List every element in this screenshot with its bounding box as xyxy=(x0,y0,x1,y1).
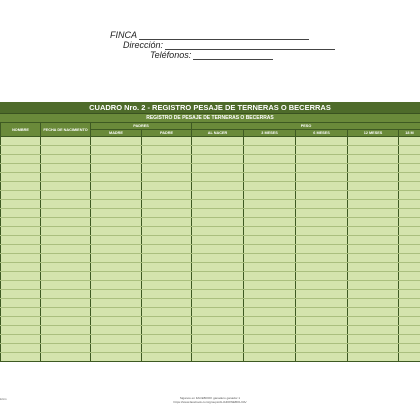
cell-padre[interactable] xyxy=(142,155,192,164)
table-row xyxy=(1,137,420,146)
cell-18-meses[interactable] xyxy=(399,209,420,218)
table-body xyxy=(1,137,420,362)
table-row xyxy=(1,290,420,299)
finca-label: FINCA xyxy=(110,30,137,40)
cell-6-meses[interactable] xyxy=(296,353,348,362)
cell-3-meses[interactable] xyxy=(244,290,296,299)
cell-18-meses[interactable] xyxy=(399,173,420,182)
cell-madre[interactable] xyxy=(91,218,142,227)
cell-nombre[interactable] xyxy=(1,245,41,254)
table-row xyxy=(1,209,420,218)
cell-6-meses[interactable] xyxy=(296,200,348,209)
cell-al-nacer[interactable] xyxy=(192,173,244,182)
cell-18-meses[interactable] xyxy=(399,200,420,209)
cell-18-meses[interactable] xyxy=(399,344,420,353)
cell-fecha[interactable] xyxy=(41,308,91,317)
cell-18-meses[interactable] xyxy=(399,182,420,191)
cell-al-nacer[interactable] xyxy=(192,263,244,272)
cell-madre[interactable] xyxy=(91,353,142,362)
weighing-record-table xyxy=(0,122,420,362)
cell-3-meses[interactable] xyxy=(244,317,296,326)
cell-madre[interactable] xyxy=(91,146,142,155)
cell-12-meses[interactable] xyxy=(348,272,399,281)
telefonos-label: Teléfonos: xyxy=(150,50,192,60)
cell-fecha[interactable] xyxy=(41,155,91,164)
cell-3-meses[interactable] xyxy=(244,335,296,344)
cell-nombre[interactable] xyxy=(1,254,41,263)
cell-madre[interactable] xyxy=(91,209,142,218)
cell-al-nacer[interactable] xyxy=(192,227,244,236)
cell-nombre[interactable] xyxy=(1,209,41,218)
footer-center xyxy=(0,396,420,404)
table-row xyxy=(1,173,420,182)
cell-madre[interactable] xyxy=(91,299,142,308)
cell-12-meses[interactable] xyxy=(348,281,399,290)
cell-18-meses[interactable] xyxy=(399,335,420,344)
cell-fecha[interactable] xyxy=(41,164,91,173)
cell-3-meses[interactable] xyxy=(244,308,296,317)
cell-18-meses[interactable] xyxy=(399,263,420,272)
table-row xyxy=(1,191,420,200)
cell-madre[interactable] xyxy=(91,137,142,146)
cell-12-meses[interactable] xyxy=(348,164,399,173)
cell-3-meses[interactable] xyxy=(244,263,296,272)
cell-padre[interactable] xyxy=(142,335,192,344)
cell-6-meses[interactable] xyxy=(296,254,348,263)
cell-madre[interactable] xyxy=(91,308,142,317)
cell-madre[interactable] xyxy=(91,263,142,272)
cell-al-nacer[interactable] xyxy=(192,272,244,281)
cell-madre[interactable] xyxy=(91,236,142,245)
table-row xyxy=(1,281,420,290)
cell-padre[interactable] xyxy=(142,200,192,209)
cell-12-meses[interactable] xyxy=(348,227,399,236)
cell-padre[interactable] xyxy=(142,326,192,335)
cell-18-meses[interactable] xyxy=(399,308,420,317)
cell-6-meses[interactable] xyxy=(296,236,348,245)
cell-3-meses[interactable] xyxy=(244,326,296,335)
telefonos-blank-field[interactable] xyxy=(193,51,273,60)
cell-3-meses[interactable] xyxy=(244,137,296,146)
footer-left-text: EGG xyxy=(0,397,7,401)
direccion-label: Dirección: xyxy=(123,40,164,50)
cell-6-meses[interactable] xyxy=(296,227,348,236)
table-row xyxy=(1,227,420,236)
cell-6-meses[interactable] xyxy=(296,137,348,146)
col-header-3-meses: 3 MESES xyxy=(244,130,296,137)
cell-madre[interactable] xyxy=(91,182,142,191)
cell-nombre[interactable] xyxy=(1,263,41,272)
farm-info-section xyxy=(0,0,420,70)
table-row xyxy=(1,326,420,335)
cell-12-meses[interactable] xyxy=(348,326,399,335)
cell-3-meses[interactable] xyxy=(244,272,296,281)
cell-3-meses[interactable] xyxy=(244,236,296,245)
cell-padre[interactable] xyxy=(142,353,192,362)
cell-padre[interactable] xyxy=(142,263,192,272)
cell-12-meses[interactable] xyxy=(348,353,399,362)
cell-madre[interactable] xyxy=(91,326,142,335)
cell-nombre[interactable] xyxy=(1,353,41,362)
cell-madre[interactable] xyxy=(91,272,142,281)
group-header-padres: PADRES xyxy=(91,123,192,130)
cell-al-nacer[interactable] xyxy=(192,344,244,353)
cell-fecha[interactable] xyxy=(41,326,91,335)
cell-padre[interactable] xyxy=(142,209,192,218)
cell-12-meses[interactable] xyxy=(348,344,399,353)
cell-nombre[interactable] xyxy=(1,191,41,200)
cell-padre[interactable] xyxy=(142,146,192,155)
cell-12-meses[interactable] xyxy=(348,335,399,344)
cell-al-nacer[interactable] xyxy=(192,317,244,326)
col-header-nombre: NOMBRE xyxy=(1,123,41,137)
cell-padre[interactable] xyxy=(142,290,192,299)
table-row xyxy=(1,254,420,263)
cell-6-meses[interactable] xyxy=(296,281,348,290)
cell-6-meses[interactable] xyxy=(296,263,348,272)
cell-18-meses[interactable] xyxy=(399,281,420,290)
cell-18-meses[interactable] xyxy=(399,272,420,281)
cell-padre[interactable] xyxy=(142,227,192,236)
cell-padre[interactable] xyxy=(142,272,192,281)
cell-padre[interactable] xyxy=(142,254,192,263)
cell-nombre[interactable] xyxy=(1,281,41,290)
cell-3-meses[interactable] xyxy=(244,344,296,353)
cell-nombre[interactable] xyxy=(1,227,41,236)
cell-madre[interactable] xyxy=(91,200,142,209)
cell-madre[interactable] xyxy=(91,164,142,173)
col-header-fecha-nacimiento: FECHA DE NACIMIENTO xyxy=(41,123,91,137)
cell-6-meses[interactable] xyxy=(296,272,348,281)
cell-12-meses[interactable] xyxy=(348,173,399,182)
cell-18-meses[interactable] xyxy=(399,299,420,308)
cell-fecha[interactable] xyxy=(41,146,91,155)
table-row xyxy=(1,299,420,308)
cell-madre[interactable] xyxy=(91,155,142,164)
cell-fecha[interactable] xyxy=(41,335,91,344)
cell-al-nacer[interactable] xyxy=(192,254,244,263)
cell-12-meses[interactable] xyxy=(348,236,399,245)
cell-madre[interactable] xyxy=(91,173,142,182)
table-row xyxy=(1,245,420,254)
table-row xyxy=(1,308,420,317)
cell-fecha[interactable] xyxy=(41,344,91,353)
cell-al-nacer[interactable] xyxy=(192,182,244,191)
cell-18-meses[interactable] xyxy=(399,146,420,155)
cell-fecha[interactable] xyxy=(41,236,91,245)
cell-6-meses[interactable] xyxy=(296,182,348,191)
footer-facebook-line: Siganos en FACEBOOK ganadero ganador 1 xyxy=(179,396,241,400)
direccion-line xyxy=(123,40,335,50)
cell-fecha[interactable] xyxy=(41,209,91,218)
cell-3-meses[interactable] xyxy=(244,182,296,191)
cell-padre[interactable] xyxy=(142,191,192,200)
cell-padre[interactable] xyxy=(142,281,192,290)
direccion-blank-field[interactable] xyxy=(165,41,335,50)
cell-fecha[interactable] xyxy=(41,272,91,281)
cell-madre[interactable] xyxy=(91,245,142,254)
cell-6-meses[interactable] xyxy=(296,245,348,254)
cell-12-meses[interactable] xyxy=(348,263,399,272)
cell-6-meses[interactable] xyxy=(296,191,348,200)
cell-fecha[interactable] xyxy=(41,182,91,191)
cell-nombre[interactable] xyxy=(1,182,41,191)
cell-12-meses[interactable] xyxy=(348,200,399,209)
cell-12-meses[interactable] xyxy=(348,299,399,308)
cell-padre[interactable] xyxy=(142,344,192,353)
cell-3-meses[interactable] xyxy=(244,245,296,254)
cell-18-meses[interactable] xyxy=(399,227,420,236)
cell-3-meses[interactable] xyxy=(244,353,296,362)
cell-12-meses[interactable] xyxy=(348,155,399,164)
cell-6-meses[interactable] xyxy=(296,299,348,308)
cell-padre[interactable] xyxy=(142,236,192,245)
cell-18-meses[interactable] xyxy=(399,353,420,362)
cell-nombre[interactable] xyxy=(1,146,41,155)
cell-nombre[interactable] xyxy=(1,299,41,308)
table-row xyxy=(1,155,420,164)
cell-al-nacer[interactable] xyxy=(192,245,244,254)
cell-18-meses[interactable] xyxy=(399,164,420,173)
cell-nombre[interactable] xyxy=(1,137,41,146)
cell-6-meses[interactable] xyxy=(296,335,348,344)
cell-al-nacer[interactable] xyxy=(192,191,244,200)
cell-padre[interactable] xyxy=(142,182,192,191)
cell-6-meses[interactable] xyxy=(296,173,348,182)
cell-18-meses[interactable] xyxy=(399,218,420,227)
cell-3-meses[interactable] xyxy=(244,173,296,182)
cell-6-meses[interactable] xyxy=(296,218,348,227)
cell-18-meses[interactable] xyxy=(399,254,420,263)
cell-12-meses[interactable] xyxy=(348,218,399,227)
cell-padre[interactable] xyxy=(142,164,192,173)
table-row xyxy=(1,353,420,362)
cell-18-meses[interactable] xyxy=(399,317,420,326)
cell-fecha[interactable] xyxy=(41,200,91,209)
cell-madre[interactable] xyxy=(91,335,142,344)
cell-6-meses[interactable] xyxy=(296,326,348,335)
cell-al-nacer[interactable] xyxy=(192,290,244,299)
cell-6-meses[interactable] xyxy=(296,344,348,353)
cell-18-meses[interactable] xyxy=(399,326,420,335)
table-row xyxy=(1,164,420,173)
cell-6-meses[interactable] xyxy=(296,146,348,155)
cell-nombre[interactable] xyxy=(1,173,41,182)
cell-padre[interactable] xyxy=(142,173,192,182)
col-header-18-meses: 18 M xyxy=(399,130,420,137)
cell-al-nacer[interactable] xyxy=(192,353,244,362)
cell-6-meses[interactable] xyxy=(296,290,348,299)
cell-nombre[interactable] xyxy=(1,335,41,344)
cell-3-meses[interactable] xyxy=(244,164,296,173)
cell-al-nacer[interactable] xyxy=(192,299,244,308)
cell-nombre[interactable] xyxy=(1,236,41,245)
cell-nombre[interactable] xyxy=(1,290,41,299)
table-row xyxy=(1,317,420,326)
cell-fecha[interactable] xyxy=(41,173,91,182)
footer-url-line: https://www.facebook.com/groups/ALIADOWEBOLIVA/ xyxy=(173,400,247,404)
cell-madre[interactable] xyxy=(91,227,142,236)
cell-al-nacer[interactable] xyxy=(192,326,244,335)
cell-3-meses[interactable] xyxy=(244,191,296,200)
table-row xyxy=(1,200,420,209)
col-header-padre: PADRE xyxy=(142,130,192,137)
cell-6-meses[interactable] xyxy=(296,164,348,173)
cell-6-meses[interactable] xyxy=(296,209,348,218)
telefonos-line xyxy=(150,50,273,60)
cell-madre[interactable] xyxy=(91,317,142,326)
cell-fecha[interactable] xyxy=(41,137,91,146)
cell-12-meses[interactable] xyxy=(348,317,399,326)
cell-al-nacer[interactable] xyxy=(192,146,244,155)
cell-nombre[interactable] xyxy=(1,308,41,317)
cell-al-nacer[interactable] xyxy=(192,236,244,245)
cell-nombre[interactable] xyxy=(1,317,41,326)
cell-3-meses[interactable] xyxy=(244,299,296,308)
cell-madre[interactable] xyxy=(91,290,142,299)
table-row xyxy=(1,263,420,272)
cell-al-nacer[interactable] xyxy=(192,137,244,146)
col-header-6-meses: 6 MESES xyxy=(296,130,348,137)
col-header-al-nacer: AL NACER xyxy=(192,130,244,137)
cell-fecha[interactable] xyxy=(41,299,91,308)
cell-al-nacer[interactable] xyxy=(192,155,244,164)
cell-3-meses[interactable] xyxy=(244,146,296,155)
table-row xyxy=(1,344,420,353)
cell-al-nacer[interactable] xyxy=(192,200,244,209)
weighing-record-sheet xyxy=(0,102,420,362)
cell-3-meses[interactable] xyxy=(244,227,296,236)
cell-fecha[interactable] xyxy=(41,290,91,299)
cell-padre[interactable] xyxy=(142,308,192,317)
cell-al-nacer[interactable] xyxy=(192,164,244,173)
cell-nombre[interactable] xyxy=(1,326,41,335)
cell-padre[interactable] xyxy=(142,245,192,254)
table-row xyxy=(1,182,420,191)
col-header-12-meses: 12 MESES xyxy=(348,130,399,137)
cell-18-meses[interactable] xyxy=(399,245,420,254)
cell-al-nacer[interactable] xyxy=(192,308,244,317)
table-title: CUADRO Nro. 2 - REGISTRO PESAJE DE TERNERAS O BECERRAS xyxy=(0,102,420,113)
cell-18-meses[interactable] xyxy=(399,191,420,200)
finca-line xyxy=(110,30,309,40)
cell-3-meses[interactable] xyxy=(244,254,296,263)
table-row xyxy=(1,236,420,245)
cell-madre[interactable] xyxy=(91,191,142,200)
cell-fecha[interactable] xyxy=(41,191,91,200)
cell-fecha[interactable] xyxy=(41,227,91,236)
group-header-peso: PESO xyxy=(192,123,420,130)
cell-fecha[interactable] xyxy=(41,245,91,254)
cell-al-nacer[interactable] xyxy=(192,218,244,227)
cell-nombre[interactable] xyxy=(1,272,41,281)
cell-18-meses[interactable] xyxy=(399,290,420,299)
cell-fecha[interactable] xyxy=(41,263,91,272)
cell-12-meses[interactable] xyxy=(348,245,399,254)
cell-18-meses[interactable] xyxy=(399,137,420,146)
cell-padre[interactable] xyxy=(142,137,192,146)
table-row xyxy=(1,218,420,227)
cell-3-meses[interactable] xyxy=(244,218,296,227)
cell-6-meses[interactable] xyxy=(296,317,348,326)
cell-12-meses[interactable] xyxy=(348,146,399,155)
cell-12-meses[interactable] xyxy=(348,209,399,218)
col-header-madre: MADRE xyxy=(91,130,142,137)
cell-madre[interactable] xyxy=(91,344,142,353)
cell-fecha[interactable] xyxy=(41,254,91,263)
table-row xyxy=(1,146,420,155)
cell-nombre[interactable] xyxy=(1,200,41,209)
table-subtitle: REGISTRO DE PESAJE DE TERNERAS O BECERRAS xyxy=(0,113,420,122)
cell-3-meses[interactable] xyxy=(244,281,296,290)
cell-18-meses[interactable] xyxy=(399,155,420,164)
cell-6-meses[interactable] xyxy=(296,308,348,317)
cell-3-meses[interactable] xyxy=(244,200,296,209)
cell-padre[interactable] xyxy=(142,299,192,308)
cell-fecha[interactable] xyxy=(41,218,91,227)
cell-nombre[interactable] xyxy=(1,344,41,353)
cell-al-nacer[interactable] xyxy=(192,281,244,290)
cell-nombre[interactable] xyxy=(1,218,41,227)
cell-nombre[interactable] xyxy=(1,164,41,173)
cell-fecha[interactable] xyxy=(41,281,91,290)
cell-18-meses[interactable] xyxy=(399,236,420,245)
cell-al-nacer[interactable] xyxy=(192,335,244,344)
table-row xyxy=(1,272,420,281)
finca-blank-field[interactable] xyxy=(139,31,309,40)
cell-padre[interactable] xyxy=(142,218,192,227)
cell-12-meses[interactable] xyxy=(348,254,399,263)
cell-12-meses[interactable] xyxy=(348,290,399,299)
cell-12-meses[interactable] xyxy=(348,182,399,191)
cell-12-meses[interactable] xyxy=(348,137,399,146)
cell-12-meses[interactable] xyxy=(348,308,399,317)
cell-12-meses[interactable] xyxy=(348,191,399,200)
cell-3-meses[interactable] xyxy=(244,209,296,218)
cell-6-meses[interactable] xyxy=(296,155,348,164)
cell-madre[interactable] xyxy=(91,281,142,290)
cell-padre[interactable] xyxy=(142,317,192,326)
cell-fecha[interactable] xyxy=(41,353,91,362)
cell-nombre[interactable] xyxy=(1,155,41,164)
table-row xyxy=(1,335,420,344)
cell-madre[interactable] xyxy=(91,254,142,263)
cell-al-nacer[interactable] xyxy=(192,209,244,218)
cell-fecha[interactable] xyxy=(41,317,91,326)
cell-3-meses[interactable] xyxy=(244,155,296,164)
